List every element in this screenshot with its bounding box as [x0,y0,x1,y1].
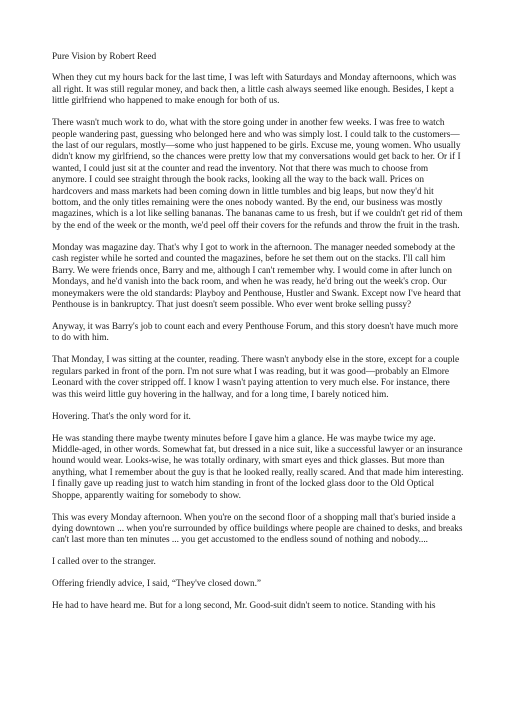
paragraph-9: I called over to the stranger. [52,557,156,568]
document-page [52,52,464,623]
document-title: Pure Vision by Robert Reed [52,52,157,62]
paragraph-6: Hovering. That's the only word for it. [52,411,191,422]
paragraph-7: He was standing there maybe twenty minutes before I gave him a glance. He was maybe twice my age. Middle-aged, in other words. Somewhat fat, but dressed in a nice suit, like a successful lawyer or an insurance hound would wear. Looks-wise, he was totally ordinary, with smart eyes and thick glasses. But more than anything, what I remember about the guy is that he looked really, really scared. And that made him interesting. I finally gave up reading just to watch him standing in front of the locked glass door to the Old Optical Shoppe, apparently waiting for somebody to show. [52,433,464,501]
paragraph-4: Anyway, it was Barry's job to count each and every Penthouse Forum, and this story doesn't have much more to do with him. [52,321,459,344]
paragraph-8: This was every Monday afternoon. When you're on the second floor of a shopping mall that's buried inside a dying downtown ... when you're surrounded by office buildings where people are chained to desks, and breaks can't last more than ten minutes ... you get accustomed to the endless sound of nothing and nobody.... [52,512,463,546]
paragraph-1: When they cut my hours back for the last time, I was left with Saturdays and Monday afternoons, which was all right. It was still regular money, and back then, a little cash always seemed like enough. Besides, I kept a little girlfriend who happened to make enough for both of us. [52,73,457,107]
paragraph-3: Monday was magazine day. That's why I got to work in the afternoon. The manager needed somebody at the cash register while he sorted and counted the magazines, before he set them out on the stacks. I'll call him Barry. We were friends once, Barry and me, although I can't remember why. I would come in after lunch on Mondays, and he'd vanish into the back room, and when he was ready, he'd bring out the week's crop. Our moneymakers were the old standards: Playboy and Penthouse, Hustler and Swank. Except now I've heard that Penthouse is in bankruptcy. That just doesn't seem possible. Who ever went broke selling pussy? [52,242,461,310]
paragraph-11: He had to have heard me. But for a long second, Mr. Good-suit didn't seem to notice. Standing with his [52,601,436,612]
paragraph-10: Offering friendly advice, I said, “They've closed down.” [52,579,262,590]
paragraph-5: That Monday, I was sitting at the counter, reading. There wasn't anybody else in the store, except for a couple regulars parked in front of the porn. I'm not sure what I was reading, but it was good—probably an Elmore Leonard with the cover stripped off. I know I wasn't paying attention to very much else. For instance, there was this weird little guy hovering in the hallway, and for a long time, I barely noticed him. [52,355,460,400]
paragraph-2: There wasn't much work to do, what with the store going under in another few weeks. I was free to watch people wandering past, guessing who belonged here and who was simply lost. I could talk to the customers—the last of our regulars, mostly—some who just happened to be girls. Excuse me, young women. Who usually didn't know my girlfriend, so the chances were pretty low that my conversations would get back to her. Or if I wanted, I could just sit at the counter and read the inventory. Not that there was much to choose from anymore. I could see straight through the book racks, looking all the way to the back wall. Prices on hardcovers and mass markets had been coming down in little tumbles and big leaps, but now they'd hit bottom, and the only titles remaining were the ones nobody wanted. By the end, our business was mostly magazines, which is a lot like selling bananas. The bananas came to us fresh, but if we couldn't get rid of them by the end of the week or the month, we'd peel off their covers for the refunds and throw the fruit in the trash. [52,118,463,231]
